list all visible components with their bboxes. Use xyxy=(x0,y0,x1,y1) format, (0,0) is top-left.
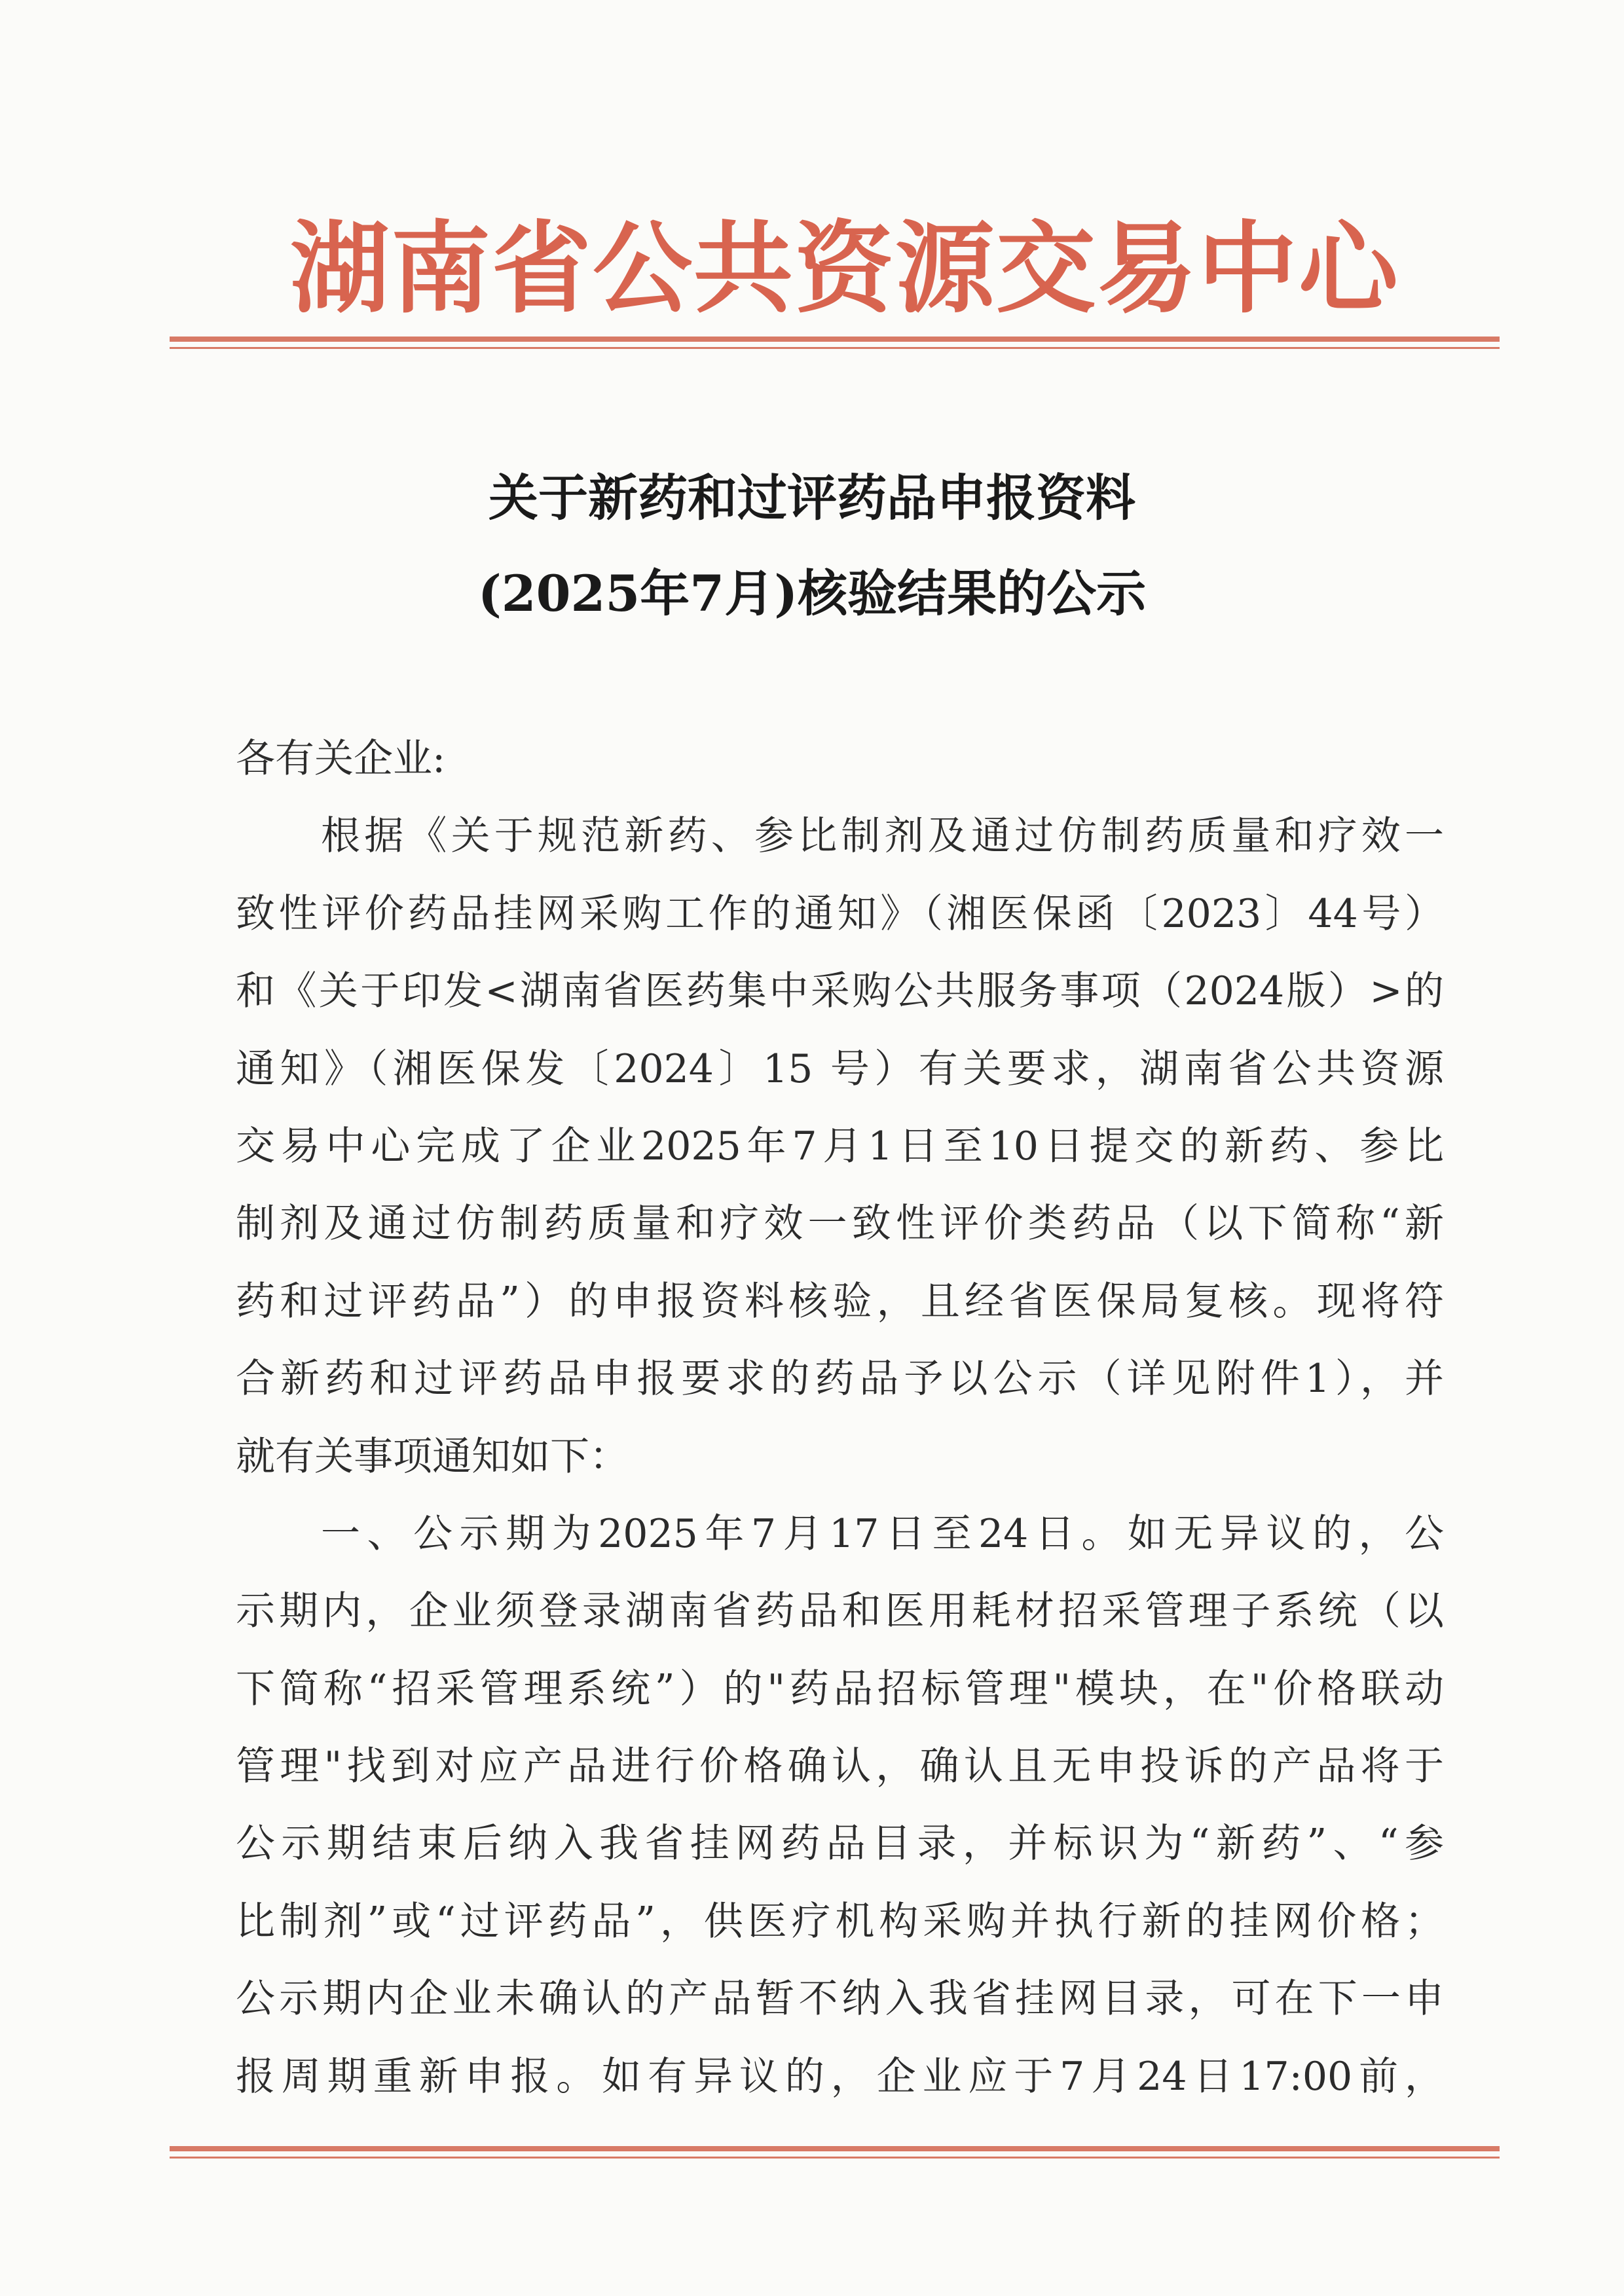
footer-rule-thick xyxy=(170,2146,1500,2151)
paragraph-1-line: 药和过评药品”）的申报资料核验，且经省医保局复核。现将符 xyxy=(236,1278,1444,1324)
footer-rule-thin xyxy=(170,2157,1500,2159)
paragraph-2-line: 比制剂”或“过评药品”，供医疗机构采购并执行新的挂网价格； xyxy=(236,1898,1444,1944)
paragraph-2-line: 下简称“招采管理系统”）的"药品招标管理"模块，在"价格联动 xyxy=(236,1666,1444,1712)
letterhead-rule-thin xyxy=(170,347,1500,349)
paragraph-2-line: 管理"找到对应产品进行价格确认，确认且无申投诉的产品将于 xyxy=(236,1743,1444,1790)
greeting: 各有关企业: xyxy=(236,736,446,782)
paragraph-1-line: 和《关于印发<湖南省医药集中采购公共服务事项（2024版）>的 xyxy=(236,968,1444,1015)
paragraph-2-line: 公示期结束后纳入我省挂网药品目录，并标识为“新药”、“参 xyxy=(236,1821,1444,1867)
paragraph-1-line: 合新药和过评药品申报要求的药品予以公示（详见附件1），并 xyxy=(236,1356,1444,1402)
letterhead-rule-thick xyxy=(170,337,1500,342)
letterhead-org-name: 湖南省公共资源交易中心 xyxy=(290,210,1399,327)
document-title-line-2: (2025年7月)核验结果的公示 xyxy=(477,564,1147,623)
paragraph-2-line: 示期内，企业须登录湖南省药品和医用耗材招采管理子系统（以 xyxy=(236,1588,1444,1635)
document-title-line-1: 关于新药和过评药品申报资料 xyxy=(489,469,1135,527)
paragraph-1-line: 通知》（湘医保发〔2024〕15 号）有关要求，湖南省公共资源 xyxy=(236,1046,1444,1092)
paragraph-1-line: 制剂及通过仿制药质量和疗效一致性评价类药品（以下简称“新 xyxy=(236,1201,1444,1247)
paragraph-2-line: 公示期内企业未确认的产品暂不纳入我省挂网目录，可在下一申 xyxy=(236,1976,1444,2022)
paragraph-2-line: 报周期重新申报。如有异议的，企业应于7月24日17:00前， xyxy=(236,2053,1444,2100)
paragraph-1-line: 致性评价药品挂网采购工作的通知》（湘医保函〔2023〕44号） xyxy=(236,890,1444,937)
paragraph-1-line: 交易中心完成了企业2025年7月1日至10日提交的新药、参比 xyxy=(236,1123,1444,1169)
document-body xyxy=(236,720,1444,2115)
paragraph-1-line: 就有关事项通知如下： xyxy=(236,1433,629,1480)
paragraph-2-line: 一、公示期为2025年7月17日至24日。如无异议的，公 xyxy=(321,1510,1444,1557)
paragraph-1-line: 根据《关于规范新药、参比制剂及通过仿制药质量和疗效一 xyxy=(321,813,1444,860)
